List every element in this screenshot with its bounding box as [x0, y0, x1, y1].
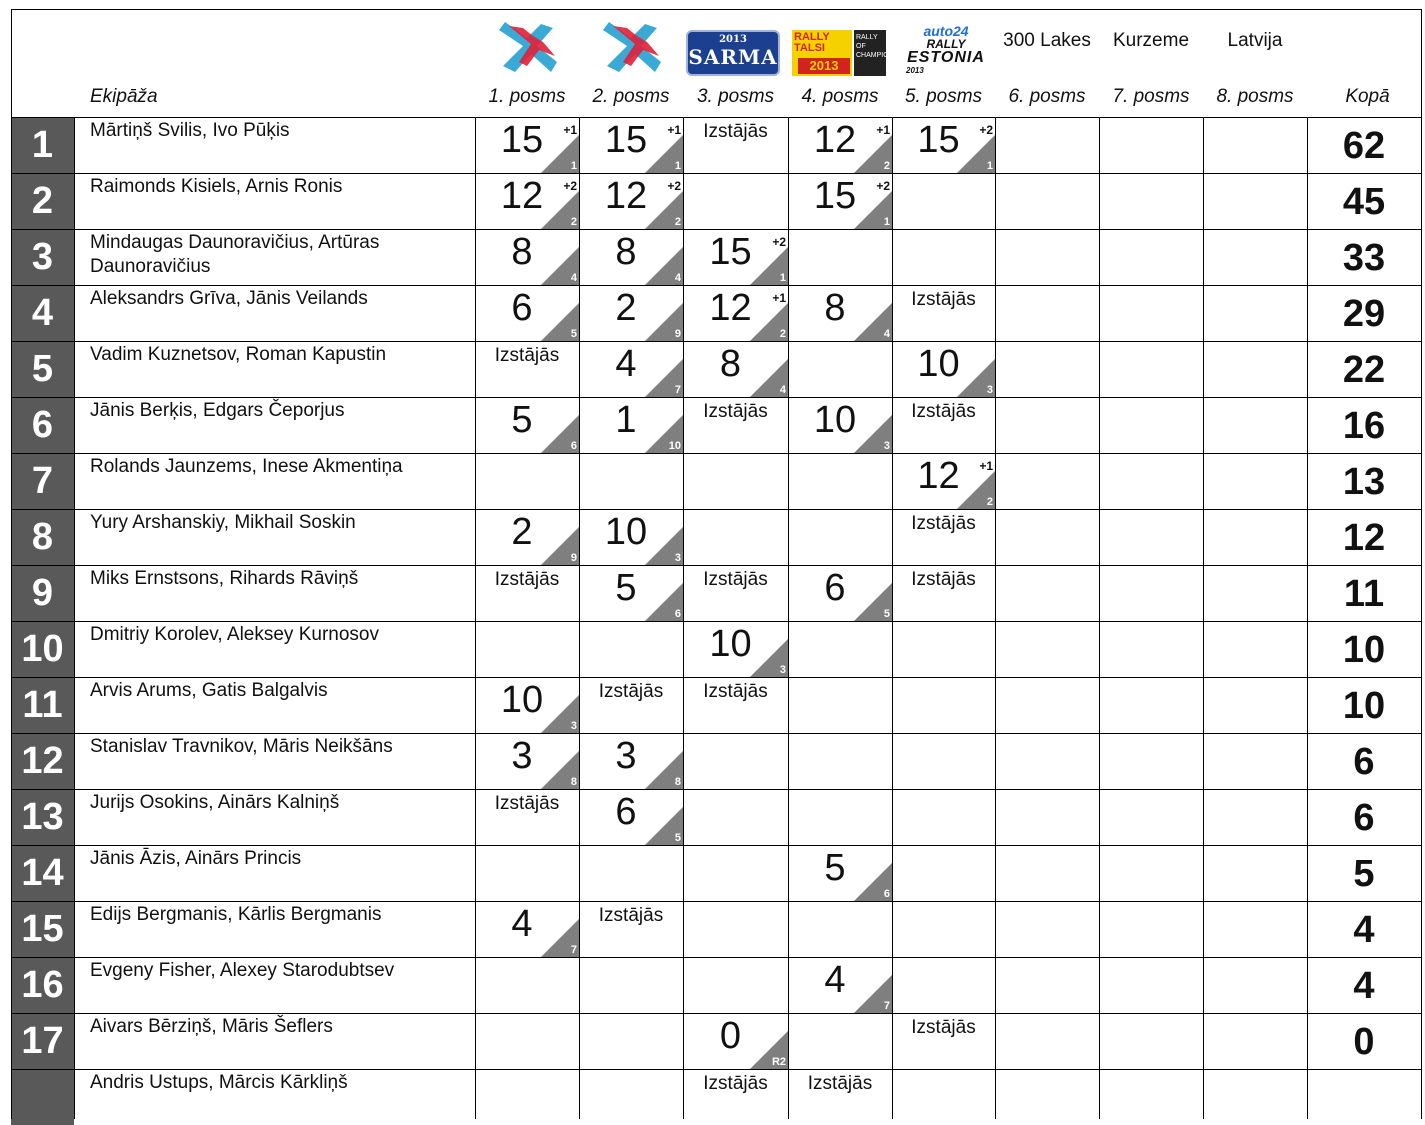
stage-result-cell [579, 901, 683, 957]
position-badge: 2 [11, 174, 74, 229]
bonus-points: +1 [667, 123, 681, 137]
position-badge: 8 [11, 510, 74, 565]
total-points: 10 [1342, 629, 1386, 671]
table-row [0, 1013, 1425, 1069]
stage-points: 15 [917, 119, 960, 161]
row-divider [11, 173, 1421, 174]
total-points: 29 [1342, 293, 1386, 335]
table-row [0, 341, 1425, 397]
stage-points: 15 [709, 231, 752, 273]
stage-label-2: 2. posms [592, 86, 670, 107]
stage-result-cell [892, 117, 995, 173]
stage-points: 1 [615, 399, 637, 441]
crew-name: Vadim Kuznetsov, Roman Kapustin [90, 344, 387, 365]
bonus-points: +1 [979, 459, 993, 473]
bonus-points: +2 [667, 179, 681, 193]
position-badge [11, 1070, 74, 1125]
total-points: 22 [1342, 349, 1386, 391]
stage-result-cell [683, 229, 788, 285]
stage-result-cell [475, 901, 579, 957]
stage-result-cell [475, 509, 579, 565]
table-row [0, 173, 1425, 229]
stage-result-cell [683, 341, 788, 397]
stage-place: 2 [883, 160, 890, 172]
stage-result-cell [579, 397, 683, 453]
stage-label-1: 1. posms [488, 86, 566, 107]
crew-name: Miks Ernstsons, Rihards Rāviņš [90, 568, 359, 589]
stage-place: 1 [570, 160, 577, 172]
stage-result-cell [475, 789, 579, 845]
stage-result-cell [475, 285, 579, 341]
table-row [0, 565, 1425, 621]
stage-result-cell [683, 677, 788, 733]
stage-result-cell [475, 677, 579, 733]
stage-result-cell [579, 173, 683, 229]
column-divider [1307, 117, 1308, 1119]
stage-place: 10 [668, 440, 681, 452]
position-badge: 17 [11, 1014, 74, 1069]
stage-place: 5 [674, 832, 681, 844]
stage-points: 15 [813, 175, 857, 217]
total-points: 4 [1353, 909, 1375, 951]
total-points: 10 [1342, 685, 1386, 727]
stage-points: 12 [604, 175, 648, 217]
stage-place: 1 [779, 272, 786, 284]
retired-label: Izstājās [807, 1073, 873, 1094]
stage-place: 2 [779, 328, 786, 340]
retired-label: Izstājās [703, 121, 768, 142]
row-divider [11, 621, 1421, 622]
column-divider [892, 117, 893, 1119]
stage-result-cell [683, 1069, 788, 1125]
bonus-points: +2 [876, 179, 890, 193]
table-row [0, 957, 1425, 1013]
stage-points: 12 [500, 175, 544, 217]
stage-place: 3 [570, 720, 577, 732]
table-row [0, 453, 1425, 509]
stage-result-cell [579, 733, 683, 789]
stage-points: 6 [615, 791, 637, 833]
column-divider [995, 117, 996, 1119]
stage-result-cell [892, 1013, 995, 1069]
row-divider [11, 677, 1421, 678]
stage-points: 15 [604, 119, 648, 161]
stage-result-cell [579, 341, 683, 397]
crew-name: Jānis Āzis, Ainārs Princis [90, 848, 302, 869]
stage-points: 0 [719, 1015, 742, 1057]
stage-result-cell [475, 117, 579, 173]
crew-name: Mārtiņš Svilis, Ivo Pūķis [90, 120, 290, 141]
row-divider [11, 285, 1421, 286]
table-row [0, 677, 1425, 733]
table-left-border [11, 9, 12, 1119]
stage-result-cell [892, 397, 995, 453]
retired-label: Izstājās [494, 793, 560, 814]
position-badge: 12 [11, 734, 74, 789]
stage-result-cell [892, 285, 995, 341]
column-divider [579, 117, 580, 1119]
total-points: 13 [1342, 461, 1386, 503]
position-badge: 14 [11, 846, 74, 901]
row-divider [11, 341, 1421, 342]
stage-result-cell [892, 341, 995, 397]
stage-result-cell [788, 957, 892, 1013]
stage-place: 7 [570, 944, 577, 956]
crew-name: Jānis Berķis, Edgars Čeporjus [90, 400, 345, 421]
column-divider [788, 117, 789, 1119]
stage-result-cell [788, 173, 892, 229]
stage-points: 2 [615, 287, 637, 329]
stage-result-cell [475, 341, 579, 397]
position-badge: 15 [11, 902, 74, 957]
crew-name: Evgeny Fisher, Alexey Starodubtsev [90, 960, 395, 981]
stage-name-7: Kurzeme [1112, 30, 1190, 51]
table-row [0, 397, 1425, 453]
stage-place: 1 [986, 160, 993, 172]
stage-result-cell [892, 453, 995, 509]
stage-place: 9 [674, 328, 681, 340]
stage-result-cell [892, 565, 995, 621]
stage-result-cell [788, 285, 892, 341]
stage-place: 8 [570, 776, 577, 788]
total-column-header: Kopā [1345, 86, 1390, 107]
stage-result-cell [579, 789, 683, 845]
total-points: 16 [1342, 405, 1386, 447]
retired-label: Izstājās [494, 345, 560, 366]
crew-name: Yury Arshanskiy, Mikhail Soskin [90, 512, 356, 533]
position-badge: 3 [11, 230, 74, 285]
stage-result-cell [892, 509, 995, 565]
stage-place: 4 [779, 384, 786, 396]
retired-label: Izstājās [598, 905, 664, 926]
bonus-points: +2 [979, 123, 993, 137]
position-badge: 7 [11, 454, 74, 509]
stage-place: 6 [674, 608, 681, 620]
total-points: 62 [1342, 125, 1386, 167]
table-row [0, 845, 1425, 901]
stage-result-cell [683, 285, 788, 341]
stage-result-cell [683, 397, 788, 453]
bonus-points: +1 [772, 291, 786, 305]
retired-label: Izstājās [703, 569, 768, 590]
stage-place: 8 [674, 776, 681, 788]
total-points: 6 [1353, 741, 1375, 783]
stage-points: 6 [824, 567, 846, 609]
bonus-points: +2 [772, 235, 786, 249]
stage-place: 2 [674, 216, 681, 228]
stage-result-cell [683, 1013, 788, 1069]
column-divider [683, 117, 684, 1119]
stage-points: 12 [917, 455, 960, 497]
total-points: 6 [1353, 797, 1375, 839]
stage-place: 7 [674, 384, 681, 396]
stage-result-cell [683, 565, 788, 621]
row-divider [11, 1069, 1421, 1070]
crew-column-header: Ekipāža [90, 86, 158, 107]
position-badge: 11 [11, 678, 74, 733]
table-row [0, 117, 1425, 173]
stage-result-cell [579, 565, 683, 621]
position-badge: 5 [11, 342, 74, 397]
crew-name: Andris Ustups, Mārcis Kārkliņš [90, 1072, 348, 1093]
stage-result-cell [579, 229, 683, 285]
table-row [0, 621, 1425, 677]
row-divider [11, 957, 1421, 958]
stage-points: 15 [500, 119, 544, 161]
header-divider [11, 117, 1421, 118]
position-badge: 10 [11, 622, 74, 677]
retired-label: Izstājās [911, 569, 976, 590]
retired-label: Izstājās [911, 289, 976, 310]
crew-name: Dmitriy Korolev, Aleksey Kurnosov [90, 624, 379, 645]
crew-name: Stanislav Travnikov, Māris Neikšāns [90, 736, 393, 757]
stage-place: 3 [883, 440, 890, 452]
row-divider [11, 397, 1421, 398]
column-divider [1203, 117, 1204, 1119]
stage-result-cell [475, 733, 579, 789]
crew-name: Raimonds Kisiels, Arnis Ronis [90, 176, 343, 197]
row-divider [11, 845, 1421, 846]
rally-talsi-logo: RALLY TALSI 2013 RALLY OF CHAMPIONS [792, 30, 886, 76]
stage-place: 3 [779, 664, 786, 676]
stage-place: 1 [674, 160, 681, 172]
retired-label: Izstājās [494, 569, 560, 590]
table-row [0, 285, 1425, 341]
stage-points: 2 [511, 511, 533, 553]
row-divider [11, 229, 1421, 230]
bonus-points: +1 [563, 123, 577, 137]
stage-result-cell [788, 397, 892, 453]
column-divider [475, 117, 476, 1119]
total-points: 0 [1353, 1021, 1375, 1063]
crew-name: Mindaugas Daunoravičius, Artūras Daunoravičius [90, 232, 380, 277]
position-badge: 13 [11, 790, 74, 845]
stage-label-5: 5. posms [904, 86, 983, 107]
crew-name: Aleksandrs Grīva, Jānis Veilands [90, 288, 368, 309]
stage-points: 10 [604, 511, 648, 553]
table-row [0, 229, 1425, 285]
stage-label-3: 3. posms [696, 86, 775, 107]
stage-label-8: 8. posms [1216, 86, 1294, 107]
stage-result-cell [475, 173, 579, 229]
stage-points: 10 [709, 623, 752, 665]
stage-place: 5 [883, 608, 890, 620]
position-badge: 16 [11, 958, 74, 1013]
retired-label: Izstājās [703, 681, 768, 702]
stage-points: 8 [719, 343, 742, 385]
stage-place: R2 [771, 1056, 786, 1068]
stage-label-7: 7. posms [1112, 86, 1190, 107]
row-divider [11, 453, 1421, 454]
stage-points: 10 [813, 399, 857, 441]
stage-place: 1 [883, 216, 890, 228]
stage-points: 10 [917, 343, 960, 385]
total-points: 5 [1353, 853, 1375, 895]
stage-place: 2 [570, 216, 577, 228]
stage-place: 2 [986, 496, 993, 508]
stage-points: 3 [511, 735, 533, 777]
retired-label: Izstājās [911, 401, 976, 422]
stage-result-cell [579, 677, 683, 733]
stage-points: 3 [615, 735, 637, 777]
stage-points: 5 [615, 567, 637, 609]
stage-place: 4 [570, 272, 577, 284]
stage-place: 7 [883, 1000, 890, 1012]
stage-result-cell [579, 117, 683, 173]
stage-points: 4 [824, 959, 846, 1001]
position-badge: 4 [11, 286, 74, 341]
x-rally-logo [597, 22, 667, 83]
stage-place: 4 [674, 272, 681, 284]
retired-label: Izstājās [703, 1073, 768, 1094]
stage-result-cell [788, 117, 892, 173]
total-points: 11 [1343, 573, 1385, 615]
table-row [0, 509, 1425, 565]
stage-points: 4 [615, 343, 637, 385]
total-points: 12 [1342, 517, 1386, 559]
stage-points: 8 [824, 287, 846, 329]
stage-points: 8 [511, 231, 533, 273]
table-row [0, 733, 1425, 789]
position-badge: 1 [11, 118, 74, 173]
retired-label: Izstājās [598, 681, 664, 702]
stage-place: 9 [570, 552, 577, 564]
stage-result-cell [475, 565, 579, 621]
stage-points: 12 [709, 287, 752, 329]
stage-result-cell [683, 117, 788, 173]
stage-result-cell [475, 397, 579, 453]
stage-points: 12 [813, 119, 857, 161]
x-rally-logo [493, 22, 563, 83]
rally-estonia-logo: auto24 RALLY ESTONIA 2013 [906, 23, 985, 75]
total-points: 45 [1342, 181, 1386, 223]
stage-points: 10 [500, 679, 544, 721]
crew-name: Edijs Bergmanis, Kārlis Bergmanis [90, 904, 382, 925]
stage-result-cell [788, 845, 892, 901]
total-points: 4 [1353, 965, 1375, 1007]
crew-name: Aivars Bērziņš, Māris Šeflers [90, 1016, 333, 1037]
retired-label: Izstājās [911, 513, 976, 534]
crew-name: Arvis Arums, Gatis Balgalvis [90, 680, 328, 701]
stage-points: 5 [824, 847, 846, 889]
table-row [0, 1069, 1425, 1125]
stage-result-cell [579, 509, 683, 565]
position-divider [74, 117, 75, 1119]
column-divider [1099, 117, 1100, 1119]
stage-points: 6 [511, 287, 533, 329]
stage-result-cell [475, 229, 579, 285]
stage-place: 6 [570, 440, 577, 452]
stage-points: 8 [615, 231, 637, 273]
row-divider [11, 789, 1421, 790]
position-badge: 9 [11, 566, 74, 621]
table-right-border [1421, 9, 1422, 1119]
stage-label-6: 6. posms [1008, 86, 1086, 107]
retired-label: Izstājās [703, 401, 768, 422]
sarma-logo: 2013 SARMA [686, 30, 780, 76]
stage-place: 4 [883, 328, 890, 340]
stage-name-6: 300 Lakes [1003, 30, 1091, 51]
table-row [0, 789, 1425, 845]
stage-place: 5 [570, 328, 577, 340]
stage-place: 6 [883, 888, 890, 900]
crew-name: Rolands Jaunzems, Inese Akmentiņa [90, 456, 403, 477]
stage-name-8: Latvija [1227, 30, 1283, 51]
stage-result-cell [579, 285, 683, 341]
stage-label-4: 4. posms [801, 86, 879, 107]
row-divider [11, 509, 1421, 510]
stage-result-cell [788, 1069, 892, 1125]
stage-result-cell [683, 621, 788, 677]
retired-label: Izstājās [911, 1017, 976, 1038]
row-divider [11, 1013, 1421, 1014]
bonus-points: +2 [563, 179, 577, 193]
stage-points: 5 [511, 399, 533, 441]
table-top-border [11, 9, 1421, 10]
crew-name: Jurijs Osokins, Ainārs Kalniņš [90, 792, 340, 813]
row-divider [11, 565, 1421, 566]
stage-place: 3 [986, 384, 993, 396]
row-divider [11, 733, 1421, 734]
bonus-points: +1 [876, 123, 890, 137]
position-badge: 6 [11, 398, 74, 453]
row-divider [11, 901, 1421, 902]
stage-points: 4 [511, 903, 533, 945]
total-points: 33 [1342, 237, 1386, 279]
table-row [0, 901, 1425, 957]
stage-result-cell [788, 565, 892, 621]
stage-place: 3 [674, 552, 681, 564]
